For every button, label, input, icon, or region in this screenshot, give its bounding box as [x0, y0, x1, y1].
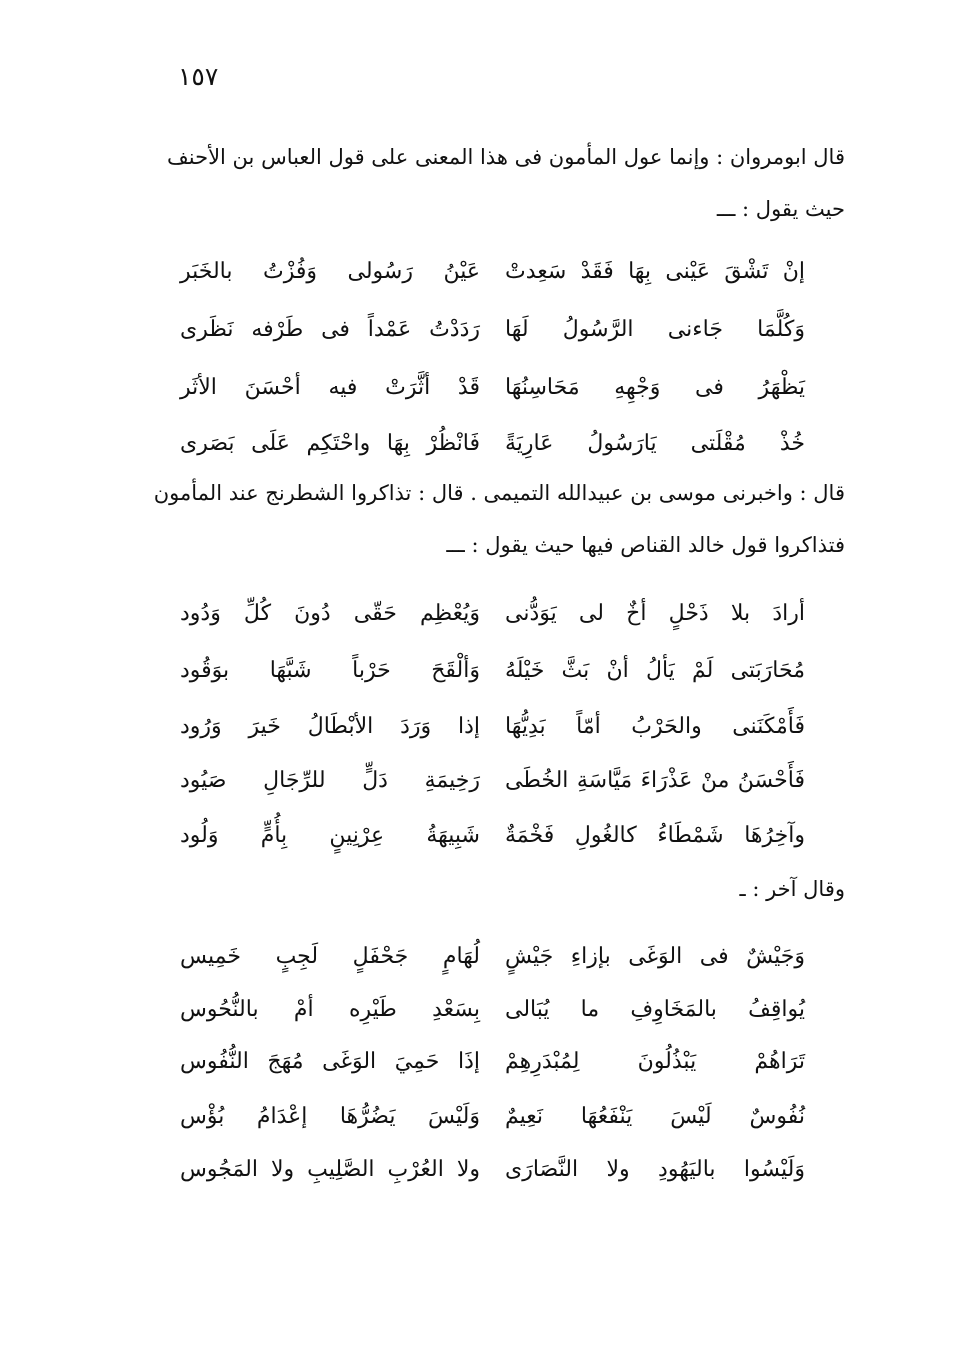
verse-first-hemistich: وَكُلَّمَا جَاءنى الرَّسُولُ لَهَا — [505, 317, 805, 342]
verse-first-hemistich: وَجَيْشٌ فى الوَغَى بإزاءِ جَيْشٍ — [505, 944, 805, 969]
verse-line — [180, 594, 805, 634]
intro-line: وقال آخر : ـ — [739, 877, 845, 901]
verse-line — [180, 1097, 805, 1137]
verse-line — [180, 1150, 805, 1190]
verse-line — [180, 424, 805, 464]
verse-first-hemistich: تَرَاهُمْ يَبْذُلُونَ لِمُبْدَرِهِمْ — [505, 1049, 805, 1074]
verse-second-hemistich: رَدَدْتُ عَمْداً فى طَرْفه نَظَرى — [180, 317, 480, 342]
verse-second-hemistich: قَدْ أثَّرَتْ فيه أحْسَنَ الأثَر — [180, 375, 480, 400]
verse-first-hemistich: وَلَيْسُوا باليَهُودِ ولا النَّصَارَى — [505, 1157, 805, 1182]
verse-second-hemistich: وَألْقَحَ حَرْباً شَبَّهَا بوَقُود — [180, 658, 480, 683]
verse-first-hemistich: يُواقِفُ بالمَخَاوِفِ ما يُبَالى — [505, 997, 805, 1022]
verse-second-hemistich: فَانْظُرْ بِهَا واحْتَكِم عَلَى بَصَرى — [180, 431, 480, 456]
verse-second-hemistich: إذَا حَمِيَ الوَغَى مُهَجَ النُّفُوس — [180, 1049, 480, 1074]
verse-second-hemistich: شَبِيهَةُ عِرْنِينٍ بِأُمٍّ وَلُود — [180, 823, 480, 848]
verse-line — [180, 816, 805, 856]
verse-second-hemistich: رَخِيمَةِ دَلٍّ للرِّجَالِ صَيُود — [180, 768, 480, 793]
verse-line — [180, 252, 805, 292]
verse-first-hemistich: أرادَ بلا ذَحْلٍ أخٌ لى يَوَدُّنى — [505, 601, 805, 626]
verse-first-hemistich: فَأَمْكَنَنى والحَرْبُ أمّاً بَدِيُّهَا — [505, 714, 805, 739]
verse-second-hemistich: إذا وَرَدَ الأبْطَالُ خَيرَ وَرُود — [180, 714, 480, 739]
verse-first-hemistich: فَأَحْسَنُ منْ عَذْرَاءَ مَيَّاسَةِ الخُطَى — [505, 768, 805, 793]
verse-first-hemistich: خُذْ مُقْلَتى يَارَسُولُ عَارِيَةً — [505, 431, 805, 456]
verse-line — [180, 368, 805, 408]
verse-line — [180, 761, 805, 801]
verse-second-hemistich: بِسَعْدِ طَيْرِه أمْ بالنُّحُوس — [180, 997, 480, 1022]
verse-first-hemistich: مُحَارَبَتى لَمْ يَألُ أنْ بَثَّ خَيْلَهُ — [505, 658, 805, 683]
intro-line: قال : واخبرنى موسى بن عبيدالله التميمى . قال : تذاكروا الشطرنج عند المأمون — [153, 481, 845, 505]
intro-line: قال ابومروان : وإنما عول المأمون فى هذا المعنى على قول العباس بن الأحنف — [167, 145, 845, 169]
page-number: ١٥٧ — [178, 62, 219, 91]
verse-first-hemistich: نُفُوسٌ لَيْسَ يَنْفَعُهَا نَعِيمٌ — [505, 1104, 805, 1129]
verse-line — [180, 937, 805, 977]
verse-line — [180, 990, 805, 1030]
verse-line — [180, 1042, 805, 1082]
verse-line — [180, 707, 805, 747]
verse-second-hemistich: عَيْنُ رَسُولى وَفُزْتُ بالخَبَر — [180, 259, 480, 284]
verse-first-hemistich: إنْ تَشْقَ عَيْنى بِهَا فَقَدْ سَعِدتْ — [505, 259, 805, 284]
intro-line: فتذاكروا قول خالد القناص فيها حيث يقول : ـــ — [446, 533, 845, 557]
verse-line — [180, 310, 805, 350]
intro-line: حيث يقول : ـــ — [716, 197, 845, 221]
verse-second-hemistich: وَيُعْظِم حَقّى دُونَ كُلِّ وَدُود — [180, 601, 480, 626]
verse-second-hemistich: ولا العُرْبِ الصَّلِيبِ ولا المَجُوس — [180, 1157, 480, 1182]
verse-first-hemistich: وآخِرُهَا شَمْطَاءُ كالغُولِ فَخْمَةٌ — [505, 823, 805, 848]
verse-second-hemistich: وَلَيْسَ يَضُرُّهَا إعْدَامُ بُؤْس — [180, 1104, 480, 1129]
verse-line — [180, 651, 805, 691]
verse-second-hemistich: لُهَامٍ جَحْفَلٍ لَجِبٍ خَمِيس — [180, 944, 480, 969]
verse-first-hemistich: يَظْهَرُ فى وَجْهِهِ مَحَاسِنُهَا — [505, 375, 805, 400]
